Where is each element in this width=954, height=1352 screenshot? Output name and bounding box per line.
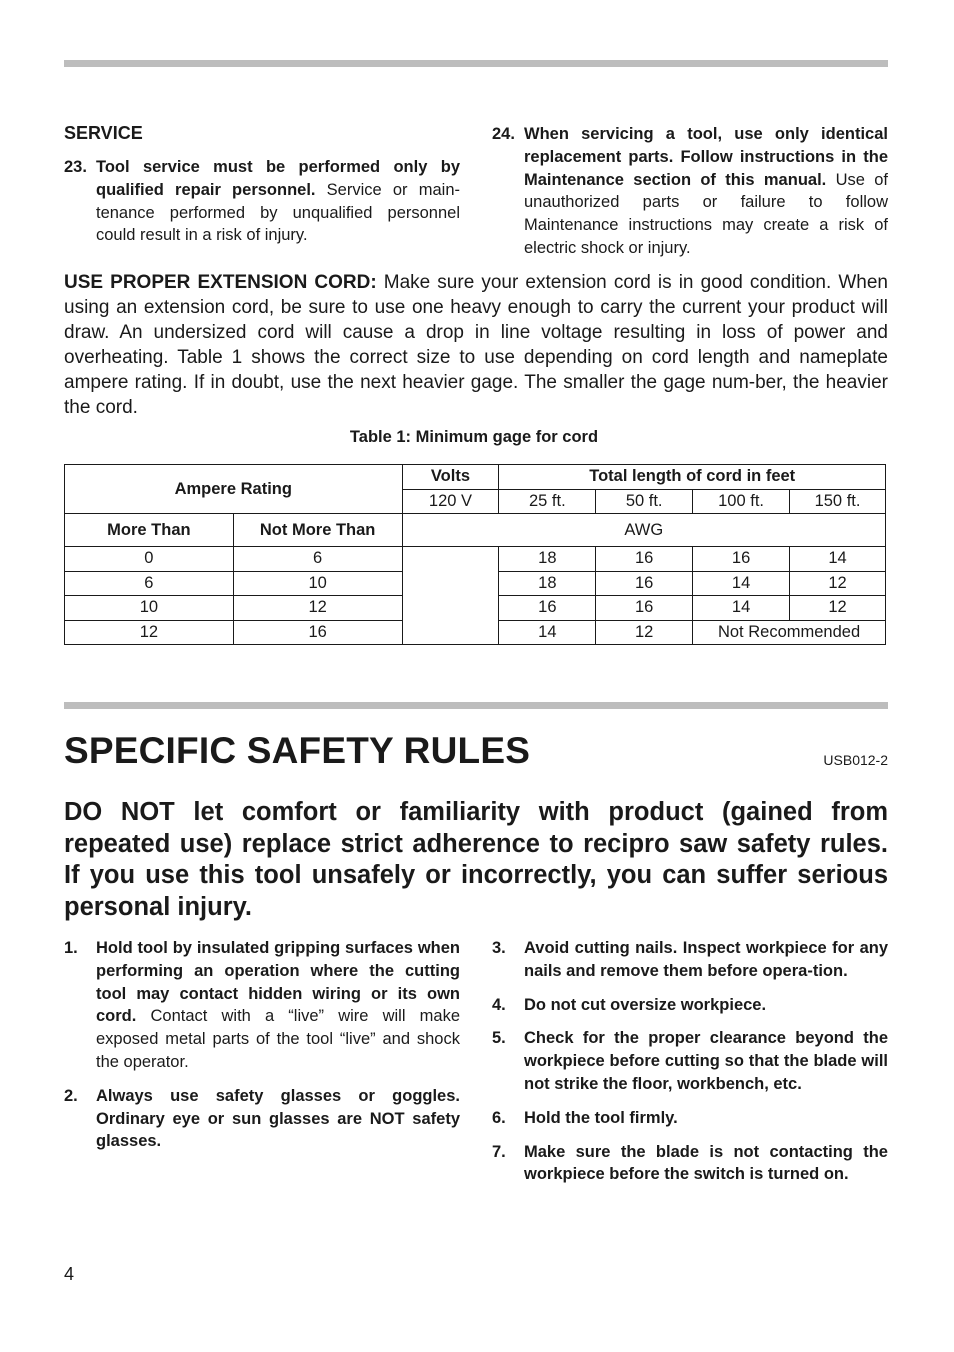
cell-150: 14 — [790, 547, 886, 572]
item-number: 7. — [492, 1142, 506, 1161]
service-heading: SERVICE — [64, 123, 143, 143]
cell-50: 16 — [596, 571, 693, 596]
length-25: 25 ft. — [499, 489, 596, 514]
item-number: 24. — [492, 125, 515, 143]
item-number: 2. — [64, 1086, 78, 1105]
rule-item-4 — [492, 994, 888, 1017]
cell-more-than: 10 — [65, 596, 234, 621]
rule-item-2 — [64, 1085, 460, 1153]
table-label-row — [65, 514, 886, 547]
service-item-23 — [64, 156, 460, 247]
warning-statement: DO NOT let comfort or familiarity with product (gained from repeated use) replace strict adherence to recipro saw safety rules. If you use this tool unsafely or incorrectly, you can suffer serious personal injury. — [64, 798, 888, 921]
table-header-row — [65, 465, 886, 490]
service-section — [64, 123, 460, 247]
cell-not-more-than: 16 — [233, 620, 402, 645]
header-awg: AWG — [402, 514, 885, 547]
item-number: 6. — [492, 1108, 506, 1127]
rule-item-5 — [492, 1027, 888, 1095]
cell-50: 12 — [596, 620, 693, 645]
cell-25: 14 — [499, 620, 596, 645]
cell-100: 14 — [693, 571, 790, 596]
service-section-right — [492, 123, 888, 260]
cell-50: 16 — [596, 547, 693, 572]
header-ampere-rating: Ampere Rating — [65, 465, 403, 514]
cell-more-than: 12 — [65, 620, 234, 645]
cell-more-than: 0 — [65, 547, 234, 572]
cell-50: 16 — [596, 596, 693, 621]
header-cord-length: Total length of cord in feet — [499, 465, 886, 490]
item-bold-text: Hold the tool firmly. — [524, 1108, 678, 1127]
top-divider — [64, 60, 888, 67]
cell-not-recommended: Not Recommended — [693, 620, 886, 645]
cell-100: 16 — [693, 547, 790, 572]
item-bold-text: Check for the proper clearance beyond the workpiece before cutting so that the blade will not strike the floor, workbench, etc. — [524, 1029, 888, 1093]
extension-cord-paragraph — [64, 270, 888, 420]
cell-100: 14 — [693, 596, 790, 621]
rule-item-1 — [64, 937, 460, 1074]
item-bold-text: Make sure the blade is not contacting the workpiece before the switch is turned on. — [524, 1142, 888, 1184]
item-bold-text: Do not cut oversize workpiece. — [524, 995, 767, 1014]
rule-item-3 — [492, 937, 888, 983]
cell-25: 18 — [499, 547, 596, 572]
volt-value: 120 V — [402, 489, 499, 514]
rule-item-7 — [492, 1141, 888, 1187]
table-row — [65, 547, 886, 572]
gage-table — [64, 464, 886, 645]
item-bold-text: Avoid cutting nails. Inspect workpiece for any nails and remove them before opera-tion. — [524, 939, 888, 980]
cell-volts-blank — [402, 547, 499, 645]
cell-not-more-than: 6 — [233, 547, 402, 572]
length-150: 150 ft. — [790, 489, 886, 514]
middle-divider — [64, 702, 888, 709]
item-number: 1. — [64, 939, 78, 957]
item-bold-text: Always use safety glasses or goggles. Ordinary eye or sun glasses are NOT safety glasses. — [96, 1086, 460, 1151]
cell-25: 16 — [499, 596, 596, 621]
rule-item-6 — [492, 1107, 888, 1130]
item-bold-text: When servicing a tool, use only identical replacement parts. Follow instructions in the Maintenance section of this manual. — [524, 125, 888, 189]
rules-right-column — [492, 937, 888, 1186]
item-number: 5. — [492, 1029, 506, 1048]
header-more-than: More Than — [65, 514, 234, 547]
cell-150: 12 — [790, 596, 886, 621]
item-body-text: Contact with a “live” wire will make exposed metal parts of the tool “live” and shock the operator. — [96, 1007, 460, 1071]
cell-not-more-than: 12 — [233, 596, 402, 621]
document-code: USB012-2 — [823, 752, 888, 768]
cell-150: 12 — [790, 571, 886, 596]
service-item-24 — [492, 123, 888, 260]
extension-cord-lead: USE PROPER EXTENSION CORD: — [64, 272, 377, 293]
item-bold-text: Hold tool by insulated gripping surfaces when performing an operation where the cutting tool may contact hidden wiring or its own cord. — [96, 939, 460, 1026]
length-100: 100 ft. — [693, 489, 790, 514]
header-not-more-than: Not More Than — [233, 514, 402, 547]
rules-left-column — [64, 937, 460, 1153]
item-number: 3. — [492, 939, 506, 957]
cell-25: 18 — [499, 571, 596, 596]
section-title: SPECIFIC SAFETY RULES — [64, 730, 531, 771]
item-body-text: Use of unauthorized parts or failure to follow Maintenance instructions may create a risk of electric shock or injury. — [524, 170, 888, 257]
item-number: 4. — [492, 995, 506, 1014]
item-bold-text: Tool service must be performed only by qualified repair personnel. — [96, 158, 460, 199]
page-number: 4 — [64, 1264, 75, 1284]
table-caption: Table 1: Minimum gage for cord — [349, 428, 599, 446]
item-body-text: Service or main-tenance performed by unqualified personnel could result in a risk of injury. — [96, 180, 460, 245]
cell-more-than: 6 — [65, 571, 234, 596]
item-number: 23. — [64, 158, 87, 176]
cell-not-more-than: 10 — [233, 571, 402, 596]
header-volts: Volts — [402, 465, 499, 490]
length-50: 50 ft. — [596, 489, 693, 514]
extension-cord-body: Make sure your extension cord is in good condition. When using an extension cord, be sure to use one heavy enough to carry the current your product will draw. An undersized cord will cause a drop in line voltage resulting in loss of power and overheating. Table 1 shows the correct size to use depending on cord length and nameplate ampere rating. If in doubt, use the next heavier gage. The smaller the gage num-ber, the heavier the cord. — [64, 272, 888, 418]
